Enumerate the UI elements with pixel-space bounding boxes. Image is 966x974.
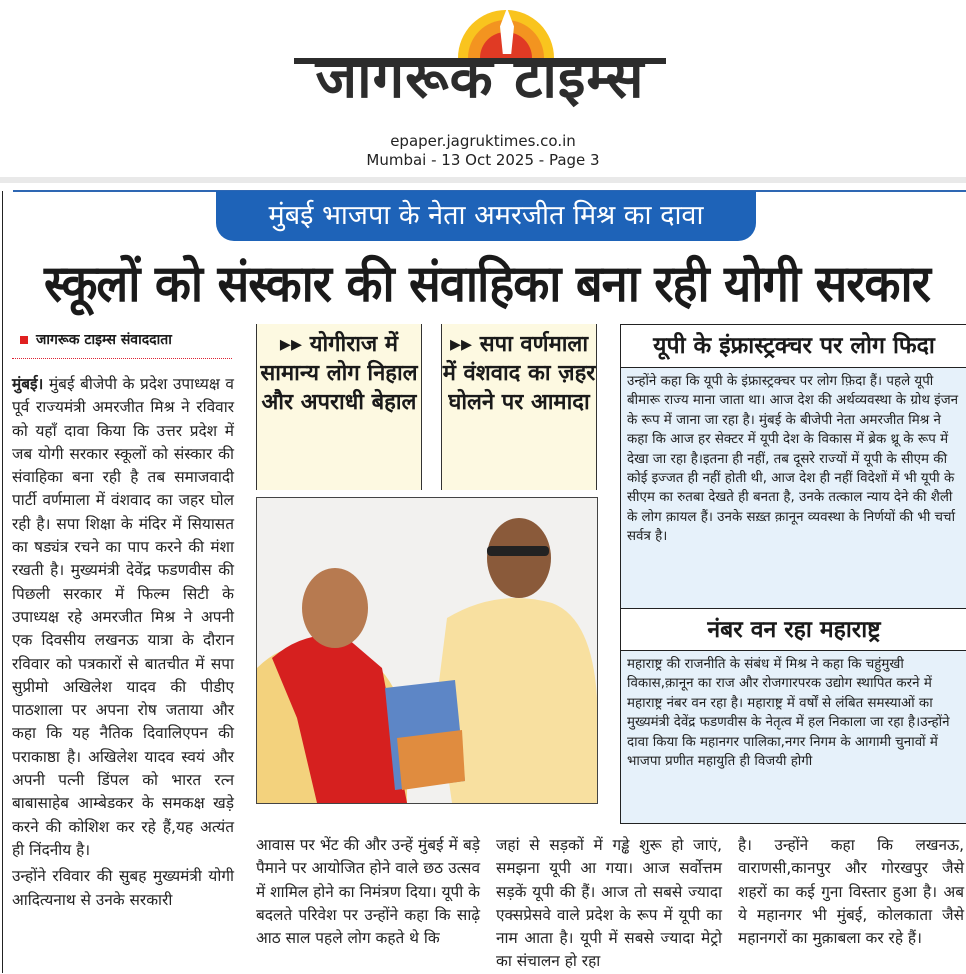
sidebar-box-title: यूपी के इंफ्रास्ट्रक्चर पर लोग फिदा <box>620 324 966 367</box>
highlight-text: योगीराज में सामान्य लोग निहाल और अपराधी बेहाल <box>260 332 418 415</box>
double-arrow-icon: ▸▸ <box>279 332 303 357</box>
sidebar-box-title: नंबर वन रहा महाराष्ट्र <box>620 608 966 651</box>
highlight-box <box>256 324 422 490</box>
byline <box>20 330 232 350</box>
edition-info: Mumbai - 13 Oct 2025 - Page 3 <box>366 151 600 169</box>
article-column-3: जहां से सड़कों में गड्ढे शुरू हो जाएं, समझना यूपी आ गया। आज सर्वोत्तम सड़कें यूपी की हैं। आज तो सबसे ज्यादा एक्सप्रेसवे वाले प्रदेश के रूप में यूपी का नाम आता है। यूपी में सबसे ज्यादा मेट्रो का संचालन हो रहा <box>496 836 722 971</box>
site-url[interactable]: epaper.jagruktimes.co.in <box>390 132 576 150</box>
article-page <box>0 183 966 973</box>
byline-text: जागरूक टाइम्स संवाददाता <box>36 332 172 348</box>
headline: स्कूलों को संस्कार की संवाहिका बना रही योगी सरकार <box>44 254 930 315</box>
newspaper-logo[interactable] <box>294 8 666 110</box>
column-rule <box>2 191 3 973</box>
photo-illustration <box>257 498 597 803</box>
highlight-box <box>441 324 597 490</box>
masthead <box>0 0 966 176</box>
dotted-rule <box>12 358 232 359</box>
paragraph: मुंबई बीजेपी के प्रदेश उपाध्यक्ष व पूर्व राज्यमंत्री अमरजीत मिश्र ने रविवार को यहाँ दावा किया कि उत्तर प्रदेश में जब योगी सरकार स्कूलों को संस्कार की संवाहिका बना रही है तब समाजवादी पार्टी वर्णमाला में वंशवाद का जहर घोल रही है। सपा शिक्षा के मंदिर में सियासत का षड्यंत्र रचने का पाप करने की मंशा रखती है। मुख्यमंत्री देवेंद्र फडणवीस की पिछली सरकार में फिल्म सिटी के उपाध्यक्ष रहे अमरजीत मिश्र ने अपनी एक दिवसीय लखनऊ यात्रा के दौरान रविवार को पत्रकारों से बातचीत में सपा सुप्रीमो अखिलेश यादव की पीडीए पाठशाला पर अपना रोष जताया और कहा कि यह नैतिक दिवालिएपन की पराकाष्ठा है। अखिलेश यादव स्वयं और अपनी पत्नी डिंपल को भारत रत्न बाबासाहेब आम्बेडकर के समकक्ष खड़े करने की कोशिश कर रहे हैं,यह अत्यंत ही निंदनीय है। <box>12 375 234 859</box>
sidebar-box-body: महाराष्ट्र की राजनीति के संबंध में मिश्र ने कहा कि चहुंमुखी विकास,क़ानून का राज और रोजगारपरक उद्योग स्थापित करने में महाराष्ट्र नंबर वन रहा है। महाराष्ट्र में वर्षों से लंबित समस्याओं का मुख्यमंत्री देवेंद्र फडणवीस के नेतृत्व में हल निकाला जा रहा है।उन्होंने दावा किया कि महानगर पालिका,नगर निगम के आगामी चुनावों में भाजपा प्रणीत महायुति ही विजयी होगी <box>620 650 966 824</box>
kicker-banner: मुंबई भाजपा के नेता अमरजीत मिश्र का दावा <box>216 191 756 241</box>
dateline: मुंबई। <box>12 375 44 393</box>
article-column-1 <box>12 373 234 915</box>
highlight-text: सपा वर्णमाला में वंशवाद का ज़हर घोलने पर आमादा <box>442 332 596 415</box>
logo-text: जागरूक टाइम्स <box>315 46 645 111</box>
bullet-square-icon <box>20 336 28 344</box>
article-column-2: आवास पर भेंट की और उन्हें मुंबई में बड़े पैमाने पर आयोजित होने वाले छठ उत्सव में शामिल होने का निमंत्रण दिया। यूपी के बदलते परिवेश पर उन्होंने कहा कि साढ़े आठ साल पहले लोग कहते थे कि <box>256 836 480 948</box>
double-arrow-icon: ▸▸ <box>449 332 473 357</box>
article-column-4: है। उन्होंने कहा कि लखनऊ, वाराणसी,कानपुर और गोरखपुर जैसे शहरों का कई गुना विस्तार हुआ है। अब ये महानगर भी मुंबई, कोलकाता जैसे महानगरों का मुक़ाबला कर रहे हैं। <box>738 836 964 948</box>
paragraph: उन्होंने रविवार की सुबह मुख्यमंत्री योगी आदित्यनाथ से उनके सरकारी <box>12 867 234 909</box>
sidebar-box-body: उन्होंने कहा कि यूपी के इंफ्रास्ट्रक्चर पर लोग फ़िदा हैं। पहले यूपी बीमारू राज्य माना जाता था। आज देश की अर्थव्यवस्था के ग्रोथ इंजन के रूप में जाना जा रहा है। मुंबई के बीजेपी नेता अमरजीत मिश्र ने कहा कि आज हर सेक्टर में यूपी देश के विकास में ब्रेक थ्रू के रूप में देखा जा रहा है।इतना ही नहीं, तब दूसरे राज्यों में यूपी के सीएम की कोई इज्जत ही नहीं होती थी, आज देश ही नहीं विदेशों में भी यूपी के सीएम का रुतबा देखते ही बनता है, उनके तत्काल न्याय देने की शैली के लोग क़ायल हैं। उनके सख़्त क़ानून व्यवस्था के निर्णयों की भी चर्चा सर्वत्र है। <box>620 367 966 608</box>
news-photo <box>256 497 598 804</box>
